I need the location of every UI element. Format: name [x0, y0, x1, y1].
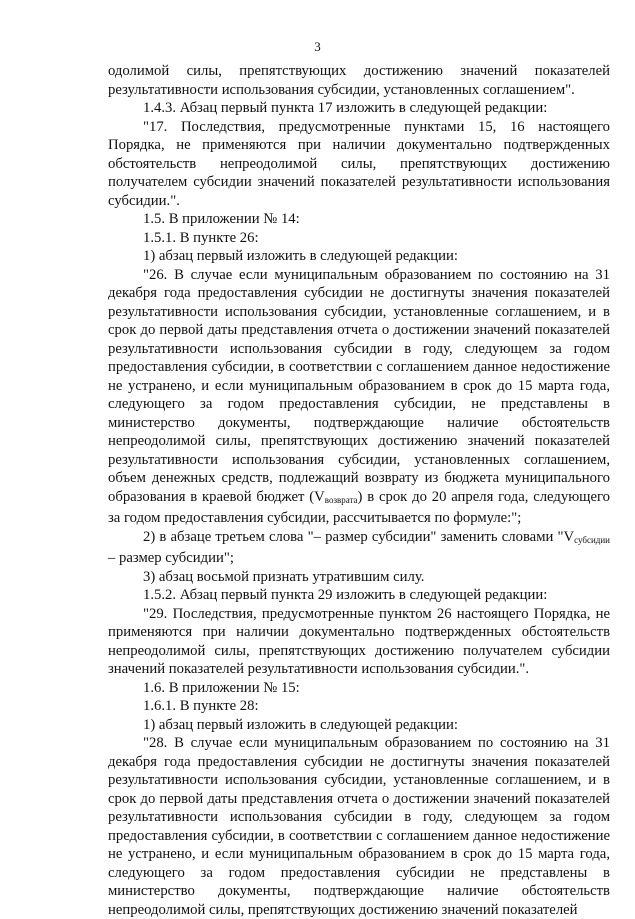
subscript-subsidii: субсидии [574, 534, 610, 545]
paragraph-point-26-after: ) в срок до 20 апреля года, следующего за годом предоставления субсидии, рассчитывается по формуле:"; [108, 488, 611, 526]
paragraph-1-5: 1.5. В приложении № 14: [143, 211, 300, 227]
paragraph-1-6: 1.6. В приложении № 15: [143, 679, 300, 696]
paragraph-1-4-3: 1.4.3. Абзац первый пункта 17 изложить в следующей редакции: [143, 100, 548, 116]
paragraph-item-1: 1) абзац первый изложить в следующей редакции: [143, 248, 458, 264]
subscript-vozvrata: возврата [324, 494, 358, 505]
paragraph-item-2-after: – размер субсидии"; [108, 550, 234, 566]
paragraph-item-3: 3) абзац восьмой признать утратившим силу. [143, 568, 425, 585]
paragraph-point-29-text: "29. Последствия, предусмотренные пунктом 26 настоящего Порядка, не применяются при наличии документально подтвержденных обстоятельств непреодолимой силы, препятствующих достижению получателем субсидии значений показателей результативности использования субсидии.". [108, 605, 610, 677]
paragraph-1-5-2: 1.5.2. Абзац первый пункта 29 изложить в следующей редакции: [143, 587, 548, 603]
paragraph-point-17-text: "17. Последствия, предусмотренные пунктами 15, 16 настоящего Порядка, не применяются при наличии документально подтвержденных обстоятельств непреодолимой силы, препятствующих достижению получателем субсидии значений показателей результативности использования субсидии.". [108, 118, 610, 209]
paragraph-point-26-text [108, 266, 610, 528]
document-body [108, 62, 610, 919]
paragraph-point-26-before: "26. В случае если муниципальным образованием по состоянию на 31 декабря года предоставления субсидии не достигнуты значения показателей результативности использования субсидии, установленные соглашением, и в срок до первой даты представления отчета о достижении значений показателей результативности использования субсидии в году, следующем за годом предоставления субсидии, в соответствии с соглашением данное недостижение не устранено, и если муниципальным образованием в срок до 15 марта года, следующего за годом предоставления субсидии, не представлены в министерство документы, подтверждающие наличие обстоятельств непреодолимой силы, препятствующих достижению значений показателей результативности использования субсидии, установленных соглашением, объем денежных средств, подлежащий возврату из бюджета муниципального образования в краевой бюджет (V [108, 266, 610, 505]
paragraph-point-28-text: "28. В случае если муниципальным образованием по состоянию на 31 декабря года предоставления субсидии не достигнуты значения показателей результативности использования субсидии, установленные соглашением, и в срок до первой даты представления отчета о достижении значений показателей результативности использования субсидии в году, следующем за годом предоставления субсидии, в соответствии с соглашением данное недостижение не устранено, и если муниципальным образованием в срок до 15 марта года, следующего за годом предоставления субсидии не представлены в министерство документы, подтверждающие наличие обстоятельств непреодолимой силы, препятствующих достижению значений показателей [108, 735, 610, 918]
page-number: 3 [314, 39, 321, 54]
paragraph-item-2-before: 2) в абзаце третьем слова "– размер субсидии" заменить словами "V [143, 528, 575, 545]
paragraph-item-1-second: 1) абзац первый изложить в следующей редакции: [143, 716, 458, 733]
paragraph-1-6-1: 1.6.1. В пункте 28: [143, 698, 259, 714]
paragraph-item-2 [108, 528, 610, 568]
paragraph-continuation: одолимой силы, препятствующих достижению значений показателей результативности использования субсидии, установленных соглашением". [108, 63, 610, 98]
paragraph-1-5-1: 1.5.1. В пункте 26: [143, 229, 259, 246]
